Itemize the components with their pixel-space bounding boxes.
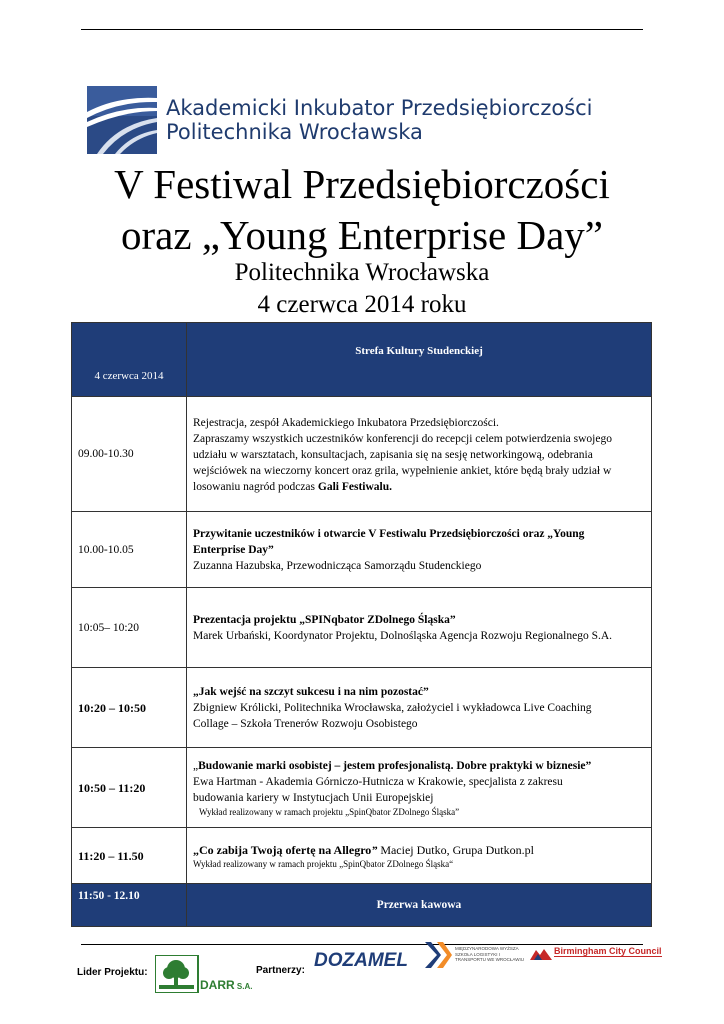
row-text-line: Zapraszamy wszystkich uczestników konferencji do recepcji celem potwierdzenia swojego (193, 433, 612, 445)
session-title: „Co zabija Twoją ofertę na Allegro (193, 842, 372, 857)
row-time: 09.00-10.30 (72, 397, 187, 512)
table-row (72, 828, 652, 884)
project-note: Wykład realizowany w ramach projektu „SpinQbator ZDolnego Śląska” (199, 806, 460, 817)
session-speaker: Maciej Dutko, Grupa Dutkon.pl (377, 842, 534, 857)
table-row (72, 588, 652, 668)
dozamel-logo: DOZAMEL (314, 950, 408, 971)
row-content (187, 748, 652, 828)
document-subtitle-venue: Politechnika Wrocławska (234, 259, 490, 286)
header-date: 4 czerwca 2014 (72, 323, 187, 397)
quote-mark: „ (193, 759, 199, 772)
session-speaker: Zbigniew Królicki, Politechnika Wrocławska, założyciel i wykładowca Live Coaching (193, 701, 592, 714)
birmingham-logo-icon (528, 947, 554, 962)
table-row (72, 512, 652, 588)
session-speaker: budowania kariery w Instytucjach Unii Europejskiej (193, 791, 434, 804)
logo-line-2: Politechnika Wrocławska (166, 120, 423, 144)
lider-label: Lider Projektu: (77, 967, 148, 978)
table-row (72, 748, 652, 828)
darr-suffix: S.A. (234, 982, 253, 991)
row-content (187, 397, 652, 512)
wsl-logo-text: MIĘDZYNARODOWA WYŻSZA SZKOŁA LOGISTYKI I TRANSPORTU WE WROCŁAWIU (455, 946, 525, 962)
session-speaker: Zuzanna Hazubska, Przewodnicząca Samorządu Studenckiego (193, 559, 482, 572)
session-speaker: Ewa Hartman - Akademia Górniczo-Hutnicza w Krakowie, specjalista z zakresu (193, 775, 563, 788)
break-label: Przerwa kawowa (187, 884, 652, 927)
schedule-table (71, 322, 652, 927)
birmingham-logo-text: Birmingham City Council (554, 946, 662, 956)
row-text-line: wejściówek na wieczorny koncert oraz grila, wypełnienie ankiet, które będą brały udział w (193, 465, 612, 477)
document-title-line-1: V Festiwal Przedsiębiorczości (114, 161, 610, 207)
row-content (187, 512, 652, 588)
header-venue: Strefa Kultury Studenckiej (187, 323, 652, 397)
top-rule (81, 29, 643, 30)
logo-line-1: Akademicki Inkubator Przedsiębiorczości (166, 96, 593, 120)
quote-mark: ” (371, 842, 378, 857)
session-title-line (193, 842, 645, 858)
session-title: „Jak wejść na szczyt sukcesu i na nim pozostać” (193, 685, 429, 698)
row-time: 11:20 – 11.50 (72, 828, 187, 884)
gala-label: Gali Festiwalu. (317, 481, 392, 493)
wsl-logo-icon (423, 940, 453, 970)
session-speaker: Marek Urbański, Koordynator Projektu, Dolnośląska Agencja Rozwoju Regionalnego S.A. (193, 629, 613, 642)
project-note: Wykład realizowany w ramach projektu „SpinQbator ZDolnego Śląska“ (193, 858, 454, 869)
table-row (72, 397, 652, 512)
inkubator-logo-text (166, 96, 593, 144)
darr-name: DARR (200, 978, 235, 992)
row-time: 10.00-10.05 (72, 512, 187, 588)
break-row (72, 884, 652, 927)
row-text-line: udziału w warsztatach, konsultacjach, zapisania się na sesję networkingową, odebrania (193, 449, 593, 461)
session-title: Przywitanie uczestników i otwarcie V Festiwalu Przedsiębiorczości oraz „Young (193, 527, 585, 540)
session-title: Prezentacja projektu „SPINqbator ZDolnego Śląska” (193, 613, 456, 626)
schedule-header-row (72, 323, 652, 397)
row-time: 10:50 – 11:20 (72, 748, 187, 828)
break-time: 11:50 - 12.10 (72, 884, 187, 927)
table-row (72, 668, 652, 748)
row-text-line (193, 479, 645, 495)
partners-label: Partnerzy: (256, 965, 305, 976)
session-title: Enterprise Day” (193, 543, 274, 556)
row-time: 10:05– 10:20 (72, 588, 187, 668)
session-speaker: Collage – Szkoła Trenerów Rozwoju Osobistego (193, 717, 418, 730)
row-text: losowaniu nagród podczas (193, 481, 318, 493)
row-content (187, 588, 652, 668)
document-subtitle-date: 4 czerwca 2014 roku (257, 291, 467, 318)
darr-logo-text (200, 978, 252, 992)
inkubator-logo-icon (87, 86, 157, 154)
session-title-line (193, 758, 645, 774)
row-time: 10:20 – 10:50 (72, 668, 187, 748)
row-content (187, 828, 652, 884)
session-title: Budowanie marki osobistej – jestem profesjonalistą. Dobre praktyki w biznesie” (198, 759, 592, 772)
row-content (187, 668, 652, 748)
row-text-line: Rejestracja, zespół Akademickiego Inkubatora Przedsiębiorczości. (193, 417, 499, 429)
document-title-line-2: oraz „Young Enterprise Day” (121, 212, 603, 258)
bottom-rule (81, 944, 643, 945)
